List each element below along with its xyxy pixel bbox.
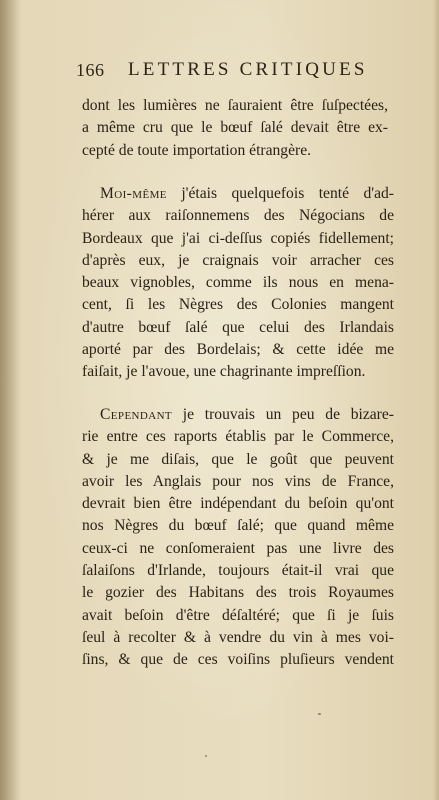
paragraph-cependant — [82, 404, 394, 672]
text-line: & je me diſais, que le goût que peuvent — [82, 450, 394, 468]
text-line — [82, 404, 394, 426]
paper-speck — [318, 713, 321, 715]
text-line: Bordeaux que j'ai ci-deſſus copiés fidellement; — [82, 229, 394, 247]
gutter-shadow — [0, 0, 22, 800]
text-line: ſins, & que de ces voiſins pluſieurs vendent — [82, 651, 394, 669]
text-line: devrait bien être indépendant du beſoin qu'ont — [82, 495, 394, 513]
paragraph-continuation — [82, 95, 388, 162]
page-header — [76, 58, 398, 84]
text-line-rest: je trouvais un peu de bizare- — [172, 406, 394, 423]
text-line-rest: j'étais quelquefois tenté d'ad- — [166, 185, 394, 202]
text-line: ceux-ci ne conſomeraient pas une livre des — [82, 539, 394, 557]
text-line: hérer aux raiſonnemens des Négocians de — [82, 207, 394, 225]
text-line: rie entre ces raports établis par le Commerce, — [82, 428, 394, 446]
page-number: 166 — [76, 60, 105, 80]
text-line — [82, 183, 394, 205]
text-line: ſeul à recolter & à vendre du vin à mes voi- — [82, 628, 394, 646]
paper-speck — [205, 755, 207, 757]
paragraph-lead-word: Cependant — [100, 406, 173, 423]
text-line: avait beſoin d'être déſaltéré; que ſi je ſuis — [82, 606, 394, 624]
text-line: aporté par des Bordelais; & cette idée me — [82, 341, 394, 359]
text-line: le gozier des Habitans des trois Royaumes — [82, 584, 394, 602]
text-line: nos Nègres du bœuf ſalé; que quand même — [82, 517, 394, 535]
text-line: d'autre bœuf ſalé que celui des Irlandais — [82, 318, 394, 336]
text-line: ſalaiſons d'Irlande, toujours était-il vrai que — [82, 562, 394, 580]
page-edge — [433, 0, 439, 800]
paragraph-lead-word: Moi-même — [100, 185, 167, 202]
paragraph-moi-meme — [82, 183, 394, 384]
text-line: d'après eux, je craignais voir arracher ces — [82, 251, 394, 269]
text-line: cent, ſi les Nègres des Colonies mangent — [82, 296, 394, 314]
text-line: beaux vignobles, comme ils nous en mena- — [82, 274, 394, 292]
text-line: faiſait, je l'avoue, une chagrinante impreſſion. — [82, 363, 366, 381]
text-line: dont les lumières ne ſauraient être ſuſpectées, — [82, 97, 388, 114]
text-line: avoir les Anglais pour nos vins de France, — [82, 472, 394, 490]
running-title: LETTRES CRITIQUES — [128, 59, 368, 80]
text-line: a même cru que le bœuf ſalé devait être ex- — [82, 119, 388, 137]
text-line: cepté de toute importation étrangère. — [82, 141, 312, 159]
